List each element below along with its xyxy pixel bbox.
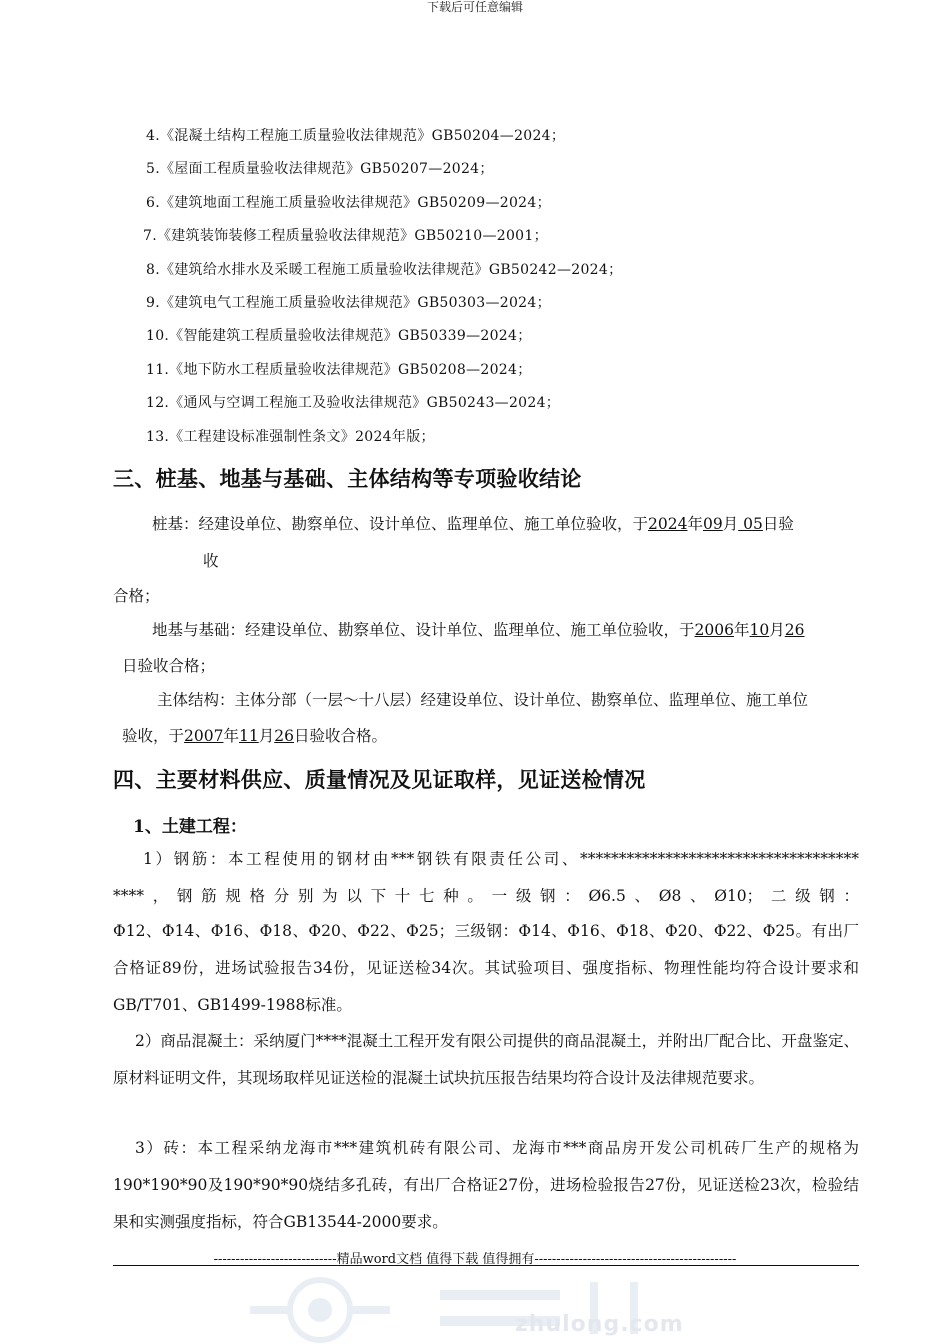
pile-day-suffix: 日验 [762,515,794,533]
foundation-month: 10 [749,621,770,639]
list-item: 11.《地下防水工程质量验收法律规范》GB50208—2024； [146,361,532,378]
main-day: 26 [274,727,294,745]
footer-divider [113,1265,859,1266]
pile-month-suffix: 月 [722,515,739,533]
concrete-paragraph: 2）商品混凝土：采纳厦门****混凝土工程开发有限公司提供的商品混凝土，并附出厂配合比、开盘鉴定、原材料证明文件，其现场取样见证送检的混凝土试块抗压报告结果均符合设计及法律规范要求。 [113,1032,859,1087]
list-item: 10.《智能建筑工程质量验收法律规范》GB50339—2024； [146,328,532,345]
standards-list [143,120,623,454]
steel-line1: 1）钢筋：本工程使用的钢材由***钢铁有限责任公司、************************************ [143,850,859,868]
footer-text: ----------------------------精品word文档 值得下载 值得拥有---------------------------------------------- [213,1252,737,1267]
list-item: 4.《混凝土结构工程施工质量验收法律规范》GB50204—2024； [146,128,566,144]
brick-paragraph: 3）砖：本工程采纳龙海市***建筑机砖有限公司、龙海市***商品房开发公司机砖厂生产的规格为190*190*90及190*90*90烧结多孔砖，有出厂合格证27份，进场检验报告27份，见证送检23次，检验结果和实测强度指标，符合GB13544-2000要求。 [113,1139,859,1231]
main-cont: 验收，于 [122,727,185,745]
steel-paragraph: Φ12、Φ14、Φ16、Φ18、Φ20、Φ22、Φ25；三级钢：Φ14、Φ16、Φ18、Φ20、Φ22、Φ25。有出厂合格证89份，进场试验报告34份，见证送检34次。其试验项目、强度指标、物理性能均符合设计要求和GB/T701、GB1499-1988标准。 [113,922,859,1014]
main-month: 11 [238,727,259,745]
steel-line2: ****，钢筋规格分别为以下十七种。一级钢：Ø6.5、Ø8、Ø10；二级钢： [113,887,859,905]
main-month-suffix: 月 [258,727,275,745]
header-note: 下载后可任意编辑 [426,0,523,14]
pile-cont: 收 [203,552,219,570]
main-year: 2007 [184,727,224,745]
section4-heading: 四、主要材料供应、质量情况及见证取样，见证送检情况 [113,767,646,792]
list-item: 9.《建筑电气工程施工质量验收法律规范》GB50303—2024； [146,294,551,311]
pile-year-suffix: 年 [687,515,703,533]
main-line: 主体结构：主体分部（一层～十八层）经建设单位、设计单位、勘察单位、监理单位、施工单位 [157,691,809,709]
pile-day: 05 [738,515,763,533]
list-item: 6.《建筑地面工程施工质量验收法律规范》GB50209—2024； [146,194,551,211]
foundation-text: 地基与基础：经建设单位、勘察单位、设计单位、监理单位、施工单位验收，于 [152,621,695,639]
foundation-year: 2006 [694,621,734,639]
pile-text: 桩基：经建设单位、勘察单位、设计单位、监理单位、施工单位验收，于 [152,515,649,533]
main-year-suffix: 年 [223,727,239,745]
foundation-year-suffix: 年 [733,621,750,639]
list-item: 8.《建筑给水排水及采暖工程施工质量验收法律规范》GB50242—2024； [146,261,623,278]
pile-end: 合格； [113,587,160,605]
list-item: 13.《工程建设标准强制性条文》2024年版； [146,428,435,445]
foundation-day: 26 [784,621,805,639]
pile-month: 09 [702,515,723,533]
main-cont-line [122,724,387,746]
foundation-month-suffix: 月 [769,621,785,639]
list-item: 12.《通风与空调工程施工及验收法律规范》GB50243—2024； [146,395,561,412]
list-item: 7.《建筑装饰装修工程质量验收法律规范》GB50210—2001； [143,228,548,245]
foundation-line [152,618,804,640]
list-item: 5.《屋面工程质量验收法律规范》GB50207—2024； [146,161,494,178]
pile-line [152,512,794,534]
civil-works-heading: 1、土建工程： [133,817,247,837]
main-end: 日验收合格。 [293,727,387,745]
pile-year: 2024 [648,515,688,533]
section3-heading: 三、桩基、地基与基础、主体结构等专项验收结论 [113,466,582,491]
watermark-text: zhulong.com [515,1312,684,1337]
foundation-end: 日验收合格； [122,657,216,675]
